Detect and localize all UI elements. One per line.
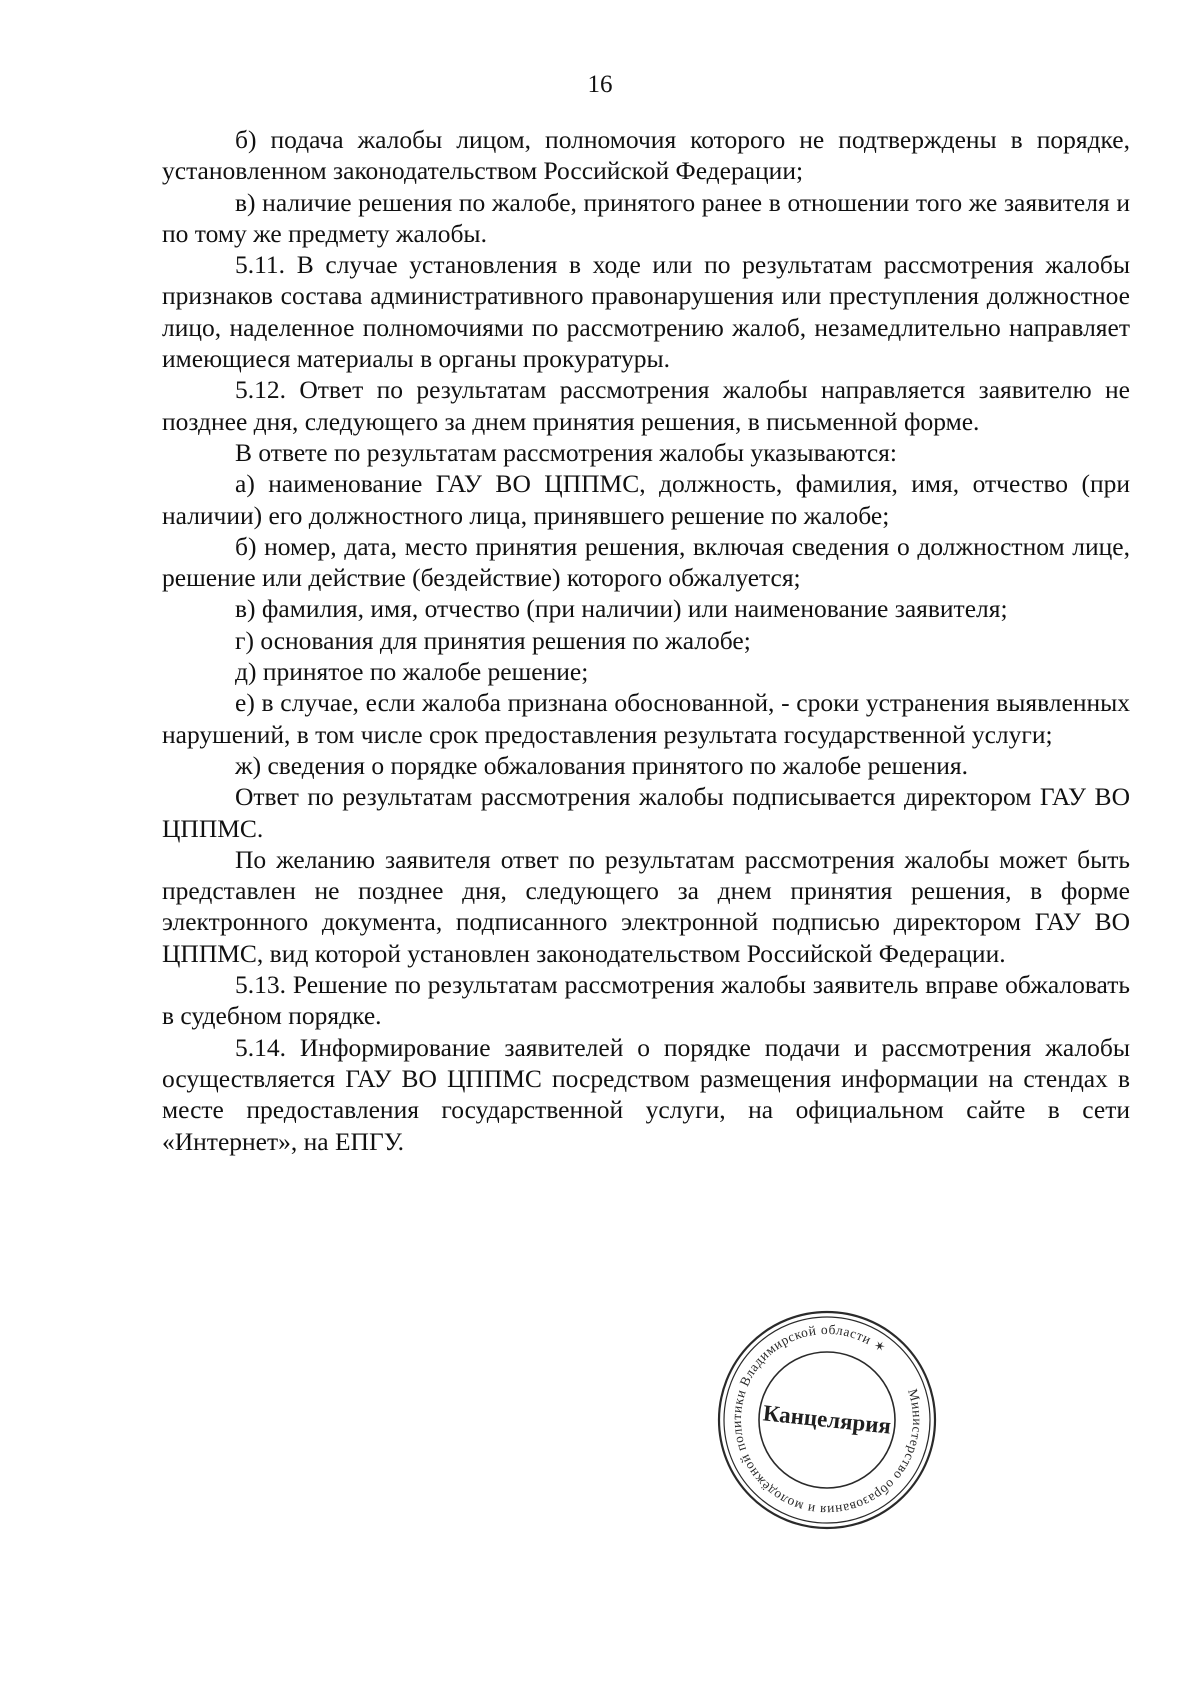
list-item-g: г) основания для принятия решения по жалобе; xyxy=(235,625,751,655)
paragraph-5-14: 5.14. Информирование заявителей о порядке подачи и рассмотрения жалобы осуществляется ГАУ ВО ЦППМС посредством размещения информации на стендах в месте предоставления государственной услуги, на официальном сайте в сети «Интернет», на ЕПГУ. xyxy=(162,1032,1130,1156)
list-item-e: е) в случае, если жалоба признана обоснованной, - сроки устранения выявленных нарушений, в том числе срок предоставления результата государственной услуги; xyxy=(162,688,1130,749)
page-number: 16 xyxy=(587,71,613,98)
paragraph-v-prior-decision: в) наличие решения по жалобе, принятого ранее в отношении того же заявителя и по тому же предмету жалобы. xyxy=(162,187,1130,248)
paragraph-5-12: 5.12. Ответ по результатам рассмотрения жалобы направляется заявителю не позднее дня, следующего за днем принятия решения, в письменной форме. xyxy=(162,375,1130,436)
stamp-graphic xyxy=(712,1305,942,1535)
list-item-zh: ж) сведения о порядке обжалования принятого по жалобе решения. xyxy=(235,750,969,780)
body-text xyxy=(162,124,1130,1157)
stamp-center-text: Канцелярия xyxy=(761,1400,893,1439)
paragraph-electronic-answer: По желанию заявителя ответ по результатам рассмотрения жалобы может быть представлен не позднее дня, следующего за днем принятия решения, в форме электронного документа, подписанного электронной подписью директором ГАУ ВО ЦППМС, вид которой установлен законодательством Российской Федерации. xyxy=(162,844,1130,968)
list-item-d: д) принятое по жалобе решение; xyxy=(235,657,589,687)
paragraph-5-11: 5.11. В случае установления в ходе или по результатам рассмотрения жалобы признаков состава административного правонарушения или преступления должностное лицо, наделенное полномочиями по рассмотрению жалоб, незамедлительно направляет имеющиеся материалы в органы прокуратуры. xyxy=(162,250,1130,374)
stamp-ring-text: Министерство образования и молодёжной политики Владимирской области ✶ xyxy=(728,1321,926,1519)
list-item-v: в) фамилия, имя, отчество (при наличии) или наименование заявителя; xyxy=(235,594,1008,624)
paragraph-signed-by-director: Ответ по результатам рассмотрения жалобы подписывается директором ГАУ ВО ЦППМС. xyxy=(162,782,1130,843)
list-item-b: б) номер, дата, место принятия решения, включая сведения о должностном лице, решение или действие (бездействие) которого обжалуется; xyxy=(162,531,1130,593)
office-stamp xyxy=(712,1305,942,1535)
paragraph-answer-contents-intro: В ответе по результатам рассмотрения жалобы указываются: xyxy=(235,437,897,467)
list-item-a: а) наименование ГАУ ВО ЦППМС, должность, фамилия, имя, отчество (при наличии) его должностного лица, принявшего решение по жалобе; xyxy=(162,469,1130,530)
paragraph-b-authority: б) подача жалобы лицом, полномочия которого не подтверждены в порядке, установленном законодательством Российской Федерации; xyxy=(162,125,1130,186)
paragraph-5-13: 5.13. Решение по результатам рассмотрения жалобы заявитель вправе обжаловать в судебном порядке. xyxy=(162,970,1130,1031)
